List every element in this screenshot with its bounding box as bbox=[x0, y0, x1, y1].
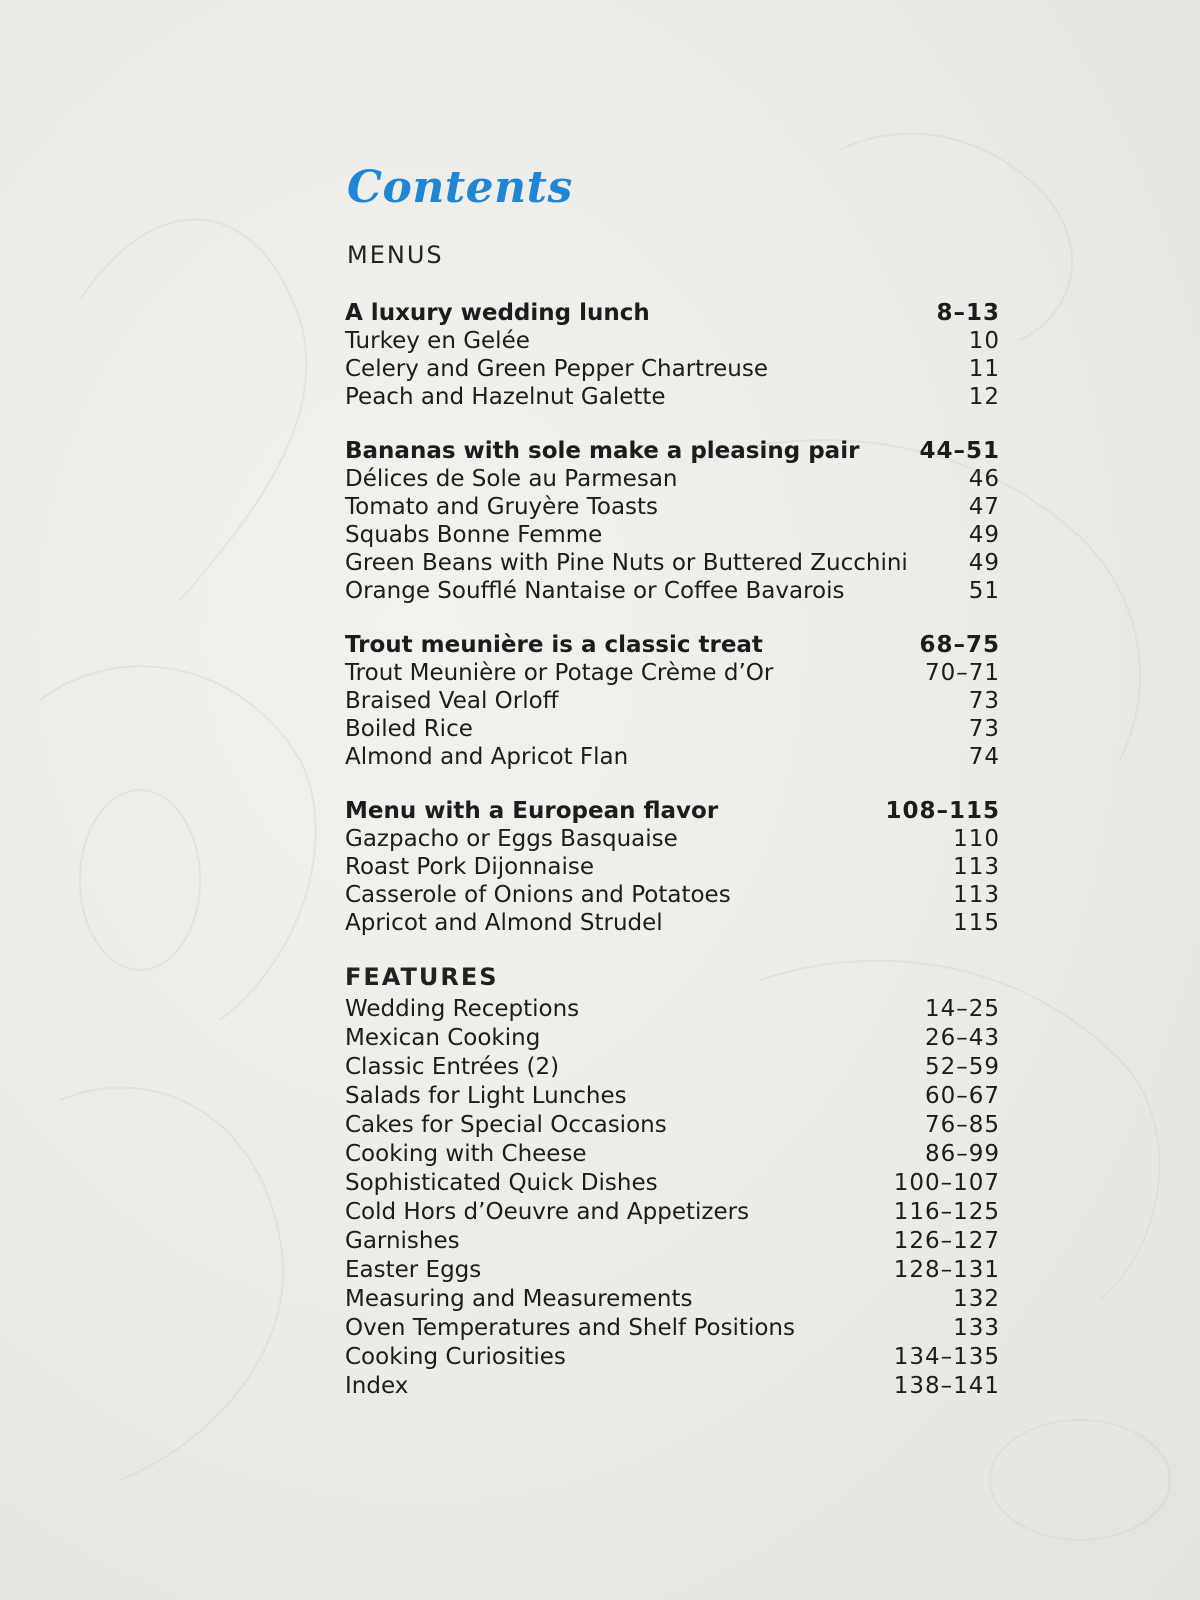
page-number: 86–99 bbox=[924, 1141, 1000, 1167]
page-number: 26–43 bbox=[924, 1025, 1000, 1051]
menu-item-row bbox=[345, 465, 1000, 493]
page-number: 70–71 bbox=[924, 660, 1000, 686]
menu-group bbox=[345, 299, 1000, 411]
page-number: 116–125 bbox=[893, 1199, 1000, 1225]
menu-item-label: Boiled Rice bbox=[345, 716, 473, 742]
feature-label: Classic Entrées (2) bbox=[345, 1054, 560, 1080]
page-number: 128–131 bbox=[893, 1257, 1000, 1283]
menu-item-label: Roast Pork Dijonnaise bbox=[345, 854, 594, 880]
page-number: 138–141 bbox=[893, 1373, 1000, 1399]
page-number: 47 bbox=[968, 494, 1000, 520]
menu-group bbox=[345, 631, 1000, 771]
contents-page bbox=[345, 162, 1000, 1401]
feature-row bbox=[345, 1024, 1000, 1053]
page-number: 46 bbox=[968, 466, 1000, 492]
menu-item-label: Tomato and Gruyère Toasts bbox=[345, 494, 659, 520]
page-number: 14–25 bbox=[924, 996, 1000, 1022]
feature-label: Wedding Receptions bbox=[345, 996, 580, 1022]
feature-label: Salads for Light Lunches bbox=[345, 1083, 627, 1109]
page-number: 49 bbox=[968, 522, 1000, 548]
menu-item-row bbox=[345, 577, 1000, 605]
menu-item-label: Trout Meunière or Potage Crème d’Or bbox=[345, 660, 774, 686]
feature-label: Cooking Curiosities bbox=[345, 1344, 566, 1370]
feature-label: Measuring and Measurements bbox=[345, 1286, 693, 1312]
feature-row bbox=[345, 1053, 1000, 1082]
menu-item-row bbox=[345, 521, 1000, 549]
menu-group bbox=[345, 437, 1000, 605]
page-number: 126–127 bbox=[893, 1228, 1000, 1254]
menu-item-label: Celery and Green Pepper Chartreuse bbox=[345, 356, 769, 382]
page-number: 113 bbox=[953, 882, 1000, 908]
page-number: 73 bbox=[968, 688, 1000, 714]
menu-item-row bbox=[345, 743, 1000, 771]
feature-label: Index bbox=[345, 1373, 409, 1399]
page-number: 12 bbox=[968, 384, 1000, 410]
page-number: 134–135 bbox=[893, 1344, 1000, 1370]
page-number: 115 bbox=[953, 910, 1000, 936]
menu-item-label: Turkey en Gelée bbox=[345, 328, 530, 354]
feature-row bbox=[345, 1111, 1000, 1140]
feature-label: Cooking with Cheese bbox=[345, 1141, 587, 1167]
page-number: 100–107 bbox=[893, 1170, 1000, 1196]
page-number: 11 bbox=[968, 356, 1000, 382]
feature-row bbox=[345, 1256, 1000, 1285]
page-number: 113 bbox=[953, 854, 1000, 880]
menu-heading-label: Bananas with sole make a pleasing pair bbox=[345, 438, 860, 464]
page-number: 74 bbox=[968, 744, 1000, 770]
menu-item-row bbox=[345, 715, 1000, 743]
menus-list bbox=[345, 299, 1000, 937]
page-number: 132 bbox=[953, 1286, 1000, 1312]
page-number: 60–67 bbox=[924, 1083, 1000, 1109]
menu-heading-row bbox=[345, 437, 1000, 465]
menu-item-row bbox=[345, 853, 1000, 881]
feature-label: Sophisticated Quick Dishes bbox=[345, 1170, 658, 1196]
menu-item-label: Braised Veal Orloff bbox=[345, 688, 559, 714]
menu-item-row bbox=[345, 687, 1000, 715]
feature-label: Easter Eggs bbox=[345, 1257, 482, 1283]
menu-heading-row bbox=[345, 631, 1000, 659]
menu-item-label: Délices de Sole au Parmesan bbox=[345, 466, 678, 492]
feature-label: Mexican Cooking bbox=[345, 1025, 541, 1051]
feature-row bbox=[345, 1140, 1000, 1169]
menu-item-row bbox=[345, 881, 1000, 909]
menu-item-row bbox=[345, 825, 1000, 853]
menu-heading-row bbox=[345, 797, 1000, 825]
page-number: 8–13 bbox=[936, 300, 1000, 326]
feature-label: Cold Hors d’Oeuvre and Appetizers bbox=[345, 1199, 750, 1225]
page-number: 108–115 bbox=[885, 798, 1000, 824]
menu-item-label: Orange Soufflé Nantaise or Coffee Bavarois bbox=[345, 578, 845, 604]
page-number: 110 bbox=[953, 826, 1000, 852]
menu-heading-label: Menu with a European flavor bbox=[345, 798, 719, 824]
features-list bbox=[345, 995, 1000, 1401]
menu-item-label: Apricot and Almond Strudel bbox=[345, 910, 663, 936]
feature-row bbox=[345, 1314, 1000, 1343]
feature-label: Oven Temperatures and Shelf Positions bbox=[345, 1315, 795, 1341]
page-number: 49 bbox=[968, 550, 1000, 576]
menu-item-row bbox=[345, 383, 1000, 411]
menu-item-row bbox=[345, 355, 1000, 383]
feature-row bbox=[345, 1198, 1000, 1227]
menu-item-row bbox=[345, 493, 1000, 521]
menu-item-label: Green Beans with Pine Nuts or Buttered Zucchini bbox=[345, 550, 908, 576]
menus-section-label: MENUS bbox=[347, 241, 444, 269]
feature-row bbox=[345, 1285, 1000, 1314]
feature-row bbox=[345, 1082, 1000, 1111]
feature-row bbox=[345, 1343, 1000, 1372]
menu-item-label: Peach and Hazelnut Galette bbox=[345, 384, 666, 410]
page-number: 76–85 bbox=[924, 1112, 1000, 1138]
page-number: 51 bbox=[968, 578, 1000, 604]
menu-item-label: Gazpacho or Eggs Basquaise bbox=[345, 826, 678, 852]
features-section-label: FEATURES bbox=[345, 963, 499, 991]
menu-item-row bbox=[345, 659, 1000, 687]
page-number: 10 bbox=[968, 328, 1000, 354]
feature-row bbox=[345, 1372, 1000, 1401]
page-title: Contents bbox=[347, 162, 573, 213]
page-number: 52–59 bbox=[924, 1054, 1000, 1080]
feature-row bbox=[345, 1227, 1000, 1256]
menu-item-label: Squabs Bonne Femme bbox=[345, 522, 603, 548]
menu-heading-label: Trout meunière is a classic treat bbox=[345, 632, 763, 658]
menu-heading-row bbox=[345, 299, 1000, 327]
page-number: 44–51 bbox=[919, 438, 1000, 464]
menu-item-row bbox=[345, 909, 1000, 937]
menu-item-label: Casserole of Onions and Potatoes bbox=[345, 882, 731, 908]
menu-item-row bbox=[345, 549, 1000, 577]
page-number: 68–75 bbox=[919, 632, 1000, 658]
feature-row bbox=[345, 995, 1000, 1024]
menu-item-label: Almond and Apricot Flan bbox=[345, 744, 629, 770]
menu-group bbox=[345, 797, 1000, 937]
menu-item-row bbox=[345, 327, 1000, 355]
feature-row bbox=[345, 1169, 1000, 1198]
feature-label: Garnishes bbox=[345, 1228, 460, 1254]
page-number: 73 bbox=[968, 716, 1000, 742]
page-number: 133 bbox=[953, 1315, 1000, 1341]
feature-label: Cakes for Special Occasions bbox=[345, 1112, 667, 1138]
menu-heading-label: A luxury wedding lunch bbox=[345, 300, 650, 326]
